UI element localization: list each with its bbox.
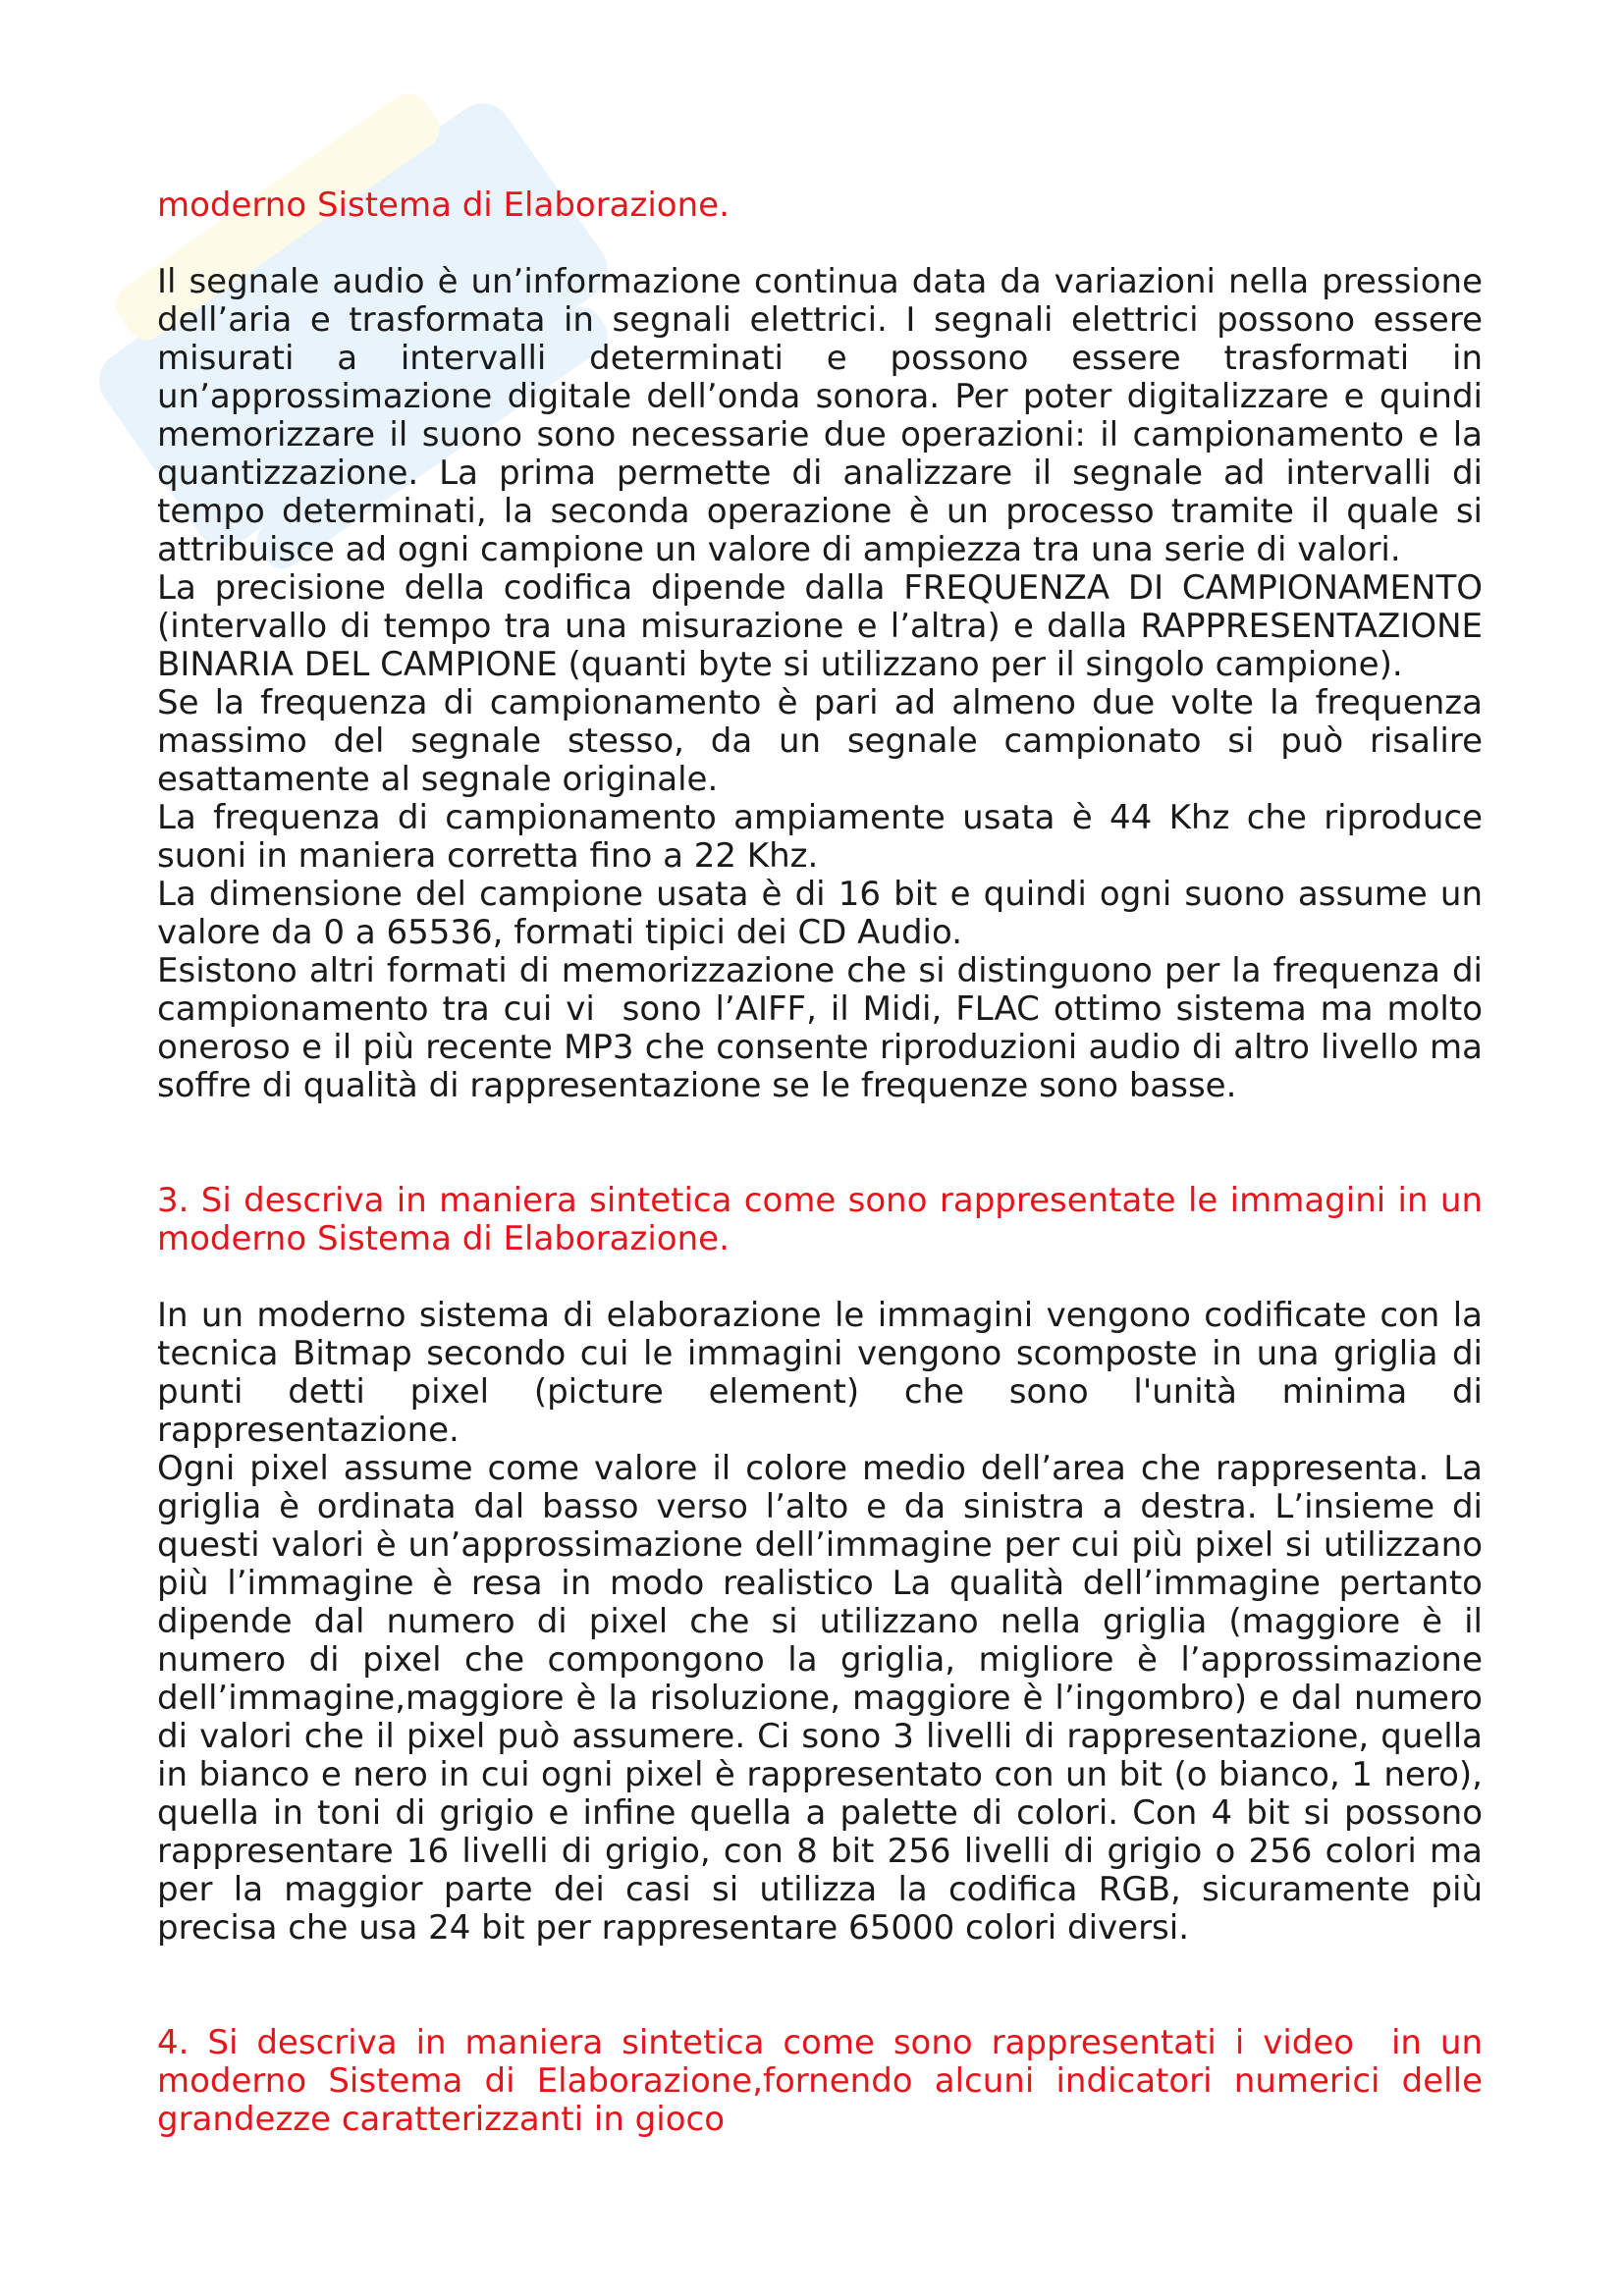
document-body	[157, 186, 1493, 2139]
audio-paragraph-6: Esistono altri formati di memorizzazione che si distinguono per la frequenza di campionamento tra cui vi sono l’AIFF, il Midi, FLAC ottimo sistema ma molto oneroso e il più recente MP3 che consente riproduzioni audio di altro livello ma soffre di qualità di rappresentazione se le frequenze sono basse.	[157, 951, 1493, 1105]
images-paragraph-1: In un moderno sistema di elaborazione le immagini vengono codificate con la tecnica Bitmap secondo cui le immagini vengono scomposte in una griglia di punti detti pixel (picture element) che sono l'unità minima di rappresentazione.	[157, 1296, 1493, 1450]
audio-paragraph-4: La frequenza di campionamento ampiamente usata è 44 Khz che riproduce suoni in maniera corretta fino a 22 Khz.	[157, 798, 1493, 876]
spacer	[157, 1258, 1483, 1297]
audio-paragraph-2: La precisione della codifica dipende dalla FREQUENZA DI CAMPIONAMENTO (intervallo di tempo tra una misurazione e l’altra) e dalla RAPPRESENTAZIONE BINARIA DEL CAMPIONE (quanti byte si utilizzano per il singolo campione).	[157, 568, 1493, 684]
audio-paragraph-5: La dimensione del campione usata è di 16 bit e quindi ogni suono assume un valore da 0 a 65536, formati tipici dei CD Audio.	[157, 875, 1493, 952]
images-paragraph-2: Ogni pixel assume come valore il colore medio dell’area che rappresenta. La griglia è ordinata dal basso verso l’alto e da sinistra a destra. L’insieme di questi valori è un’approssimazione dell’immagine per cui più pixel si utilizzano più l’immagine è resa in modo realistico La qualità dell’immagine pertanto dipende dal numero di pixel che si utilizzano nella griglia (maggiore è il numero di pixel che compongono la griglia, migliore è l’approssimazione dell’immagine,maggiore è la risoluzione, maggiore è l’ingombro) e dal numero di valori che il pixel può assumere. Ci sono 3 livelli di rappresentazione, quella in bianco e nero in cui ogni pixel è rappresentato con un bit (o bianco, 1 nero), quella in toni di grigio e infine quella a palette di colori. Con 4 bit si possono rappresentare 16 livelli di grigio, con 8 bit 256 livelli di grigio o 256 colori ma per la maggior parte dei casi si utilizza la codifica RGB, sicuramente più precisa che usa 24 bit per rappresentare 65000 colori diversi.	[157, 1449, 1493, 1948]
spacer	[157, 225, 1483, 263]
question-3-heading: 3. Si descriva in maniera sintetica come sono rappresentate le immagini in un moderno Sistema di Elaborazione.	[157, 1181, 1493, 1258]
spacer	[157, 1948, 1483, 2024]
question-4-heading: 4. Si descriva in maniera sintetica come sono rappresentati i video in un moderno Sistema di Elaborazione,fornendo alcuni indicatori numerici delle grandezze caratterizzanti in gioco	[157, 2023, 1493, 2139]
spacer	[157, 1105, 1483, 1182]
audio-paragraph-1: Il segnale audio è un’informazione continua data da variazioni nella pressione dell’aria e trasformata in segnali elettrici. I segnali elettrici possono essere misurati a intervalli determinati e possono essere trasformati in un’approssimazione digitale dell’onda sonora. Per poter digitalizzare e quindi memorizzare il suono sono necessarie due operazioni: il campionamento e la quantizzazione. La prima permette di analizzare il segnale ad intervalli di tempo determinati, la seconda operazione è un processo tramite il quale si attribuisce ad ogni campione un valore di ampiezza tra una serie di valori.	[157, 262, 1493, 569]
question-2-heading-tail: moderno Sistema di Elaborazione.	[157, 186, 730, 225]
audio-paragraph-3: Se la frequenza di campionamento è pari ad almeno due volte la frequenza massimo del segnale stesso, da un segnale campionato si può risalire esattamente al segnale originale.	[157, 683, 1493, 799]
